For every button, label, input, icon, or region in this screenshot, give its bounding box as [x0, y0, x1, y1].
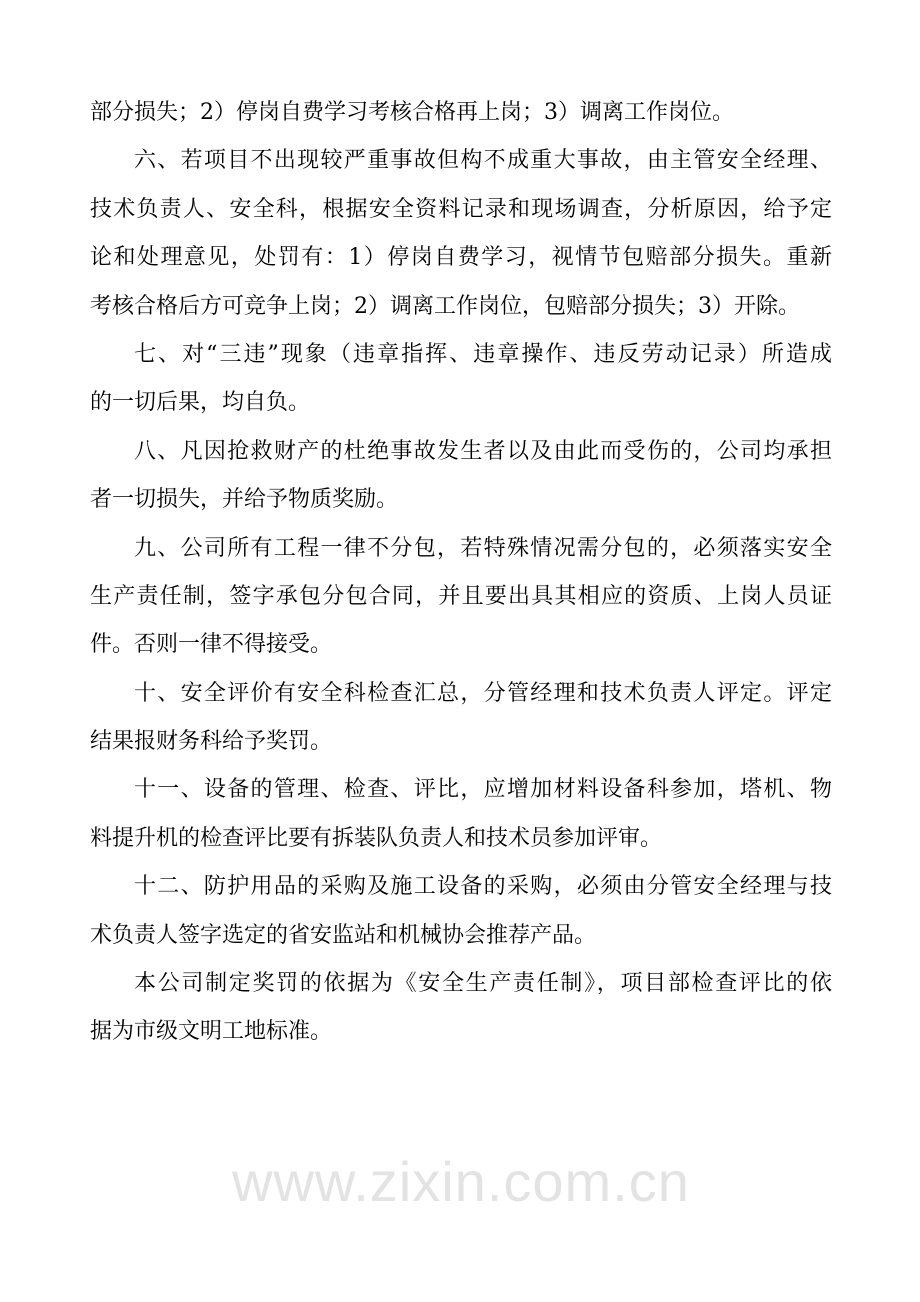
- paragraph: [90, 331, 832, 428]
- text-line: 九、公司所有工程一律不分包，若特殊情况需分包的，必须落实安全: [134, 535, 832, 561]
- text-line: 十、安全评价有安全科检查汇总，分管经理和技术负责人评定。评定: [134, 680, 832, 706]
- text-line: 论和处理意见，处罚有：1）停岗自费学习，视情节包赔部分损失。重新: [90, 245, 832, 271]
- document-body: [90, 89, 832, 1057]
- text-line: 件。否则一律不得接受。: [90, 632, 333, 658]
- watermark: www.zixin.com.cn: [232, 1150, 690, 1213]
- text-line: 十二、防护用品的采购及施工设备的采购，必须由分管安全经理与技: [134, 874, 832, 900]
- text-line: 结果报财务科给予奖罚。: [90, 729, 333, 755]
- paragraph: [90, 525, 832, 670]
- text-line: 据为市级文明工地标准。: [90, 1019, 333, 1045]
- text-line: 六、若项目不出现较严重事故但构不成重大事故，由主管安全经理、: [134, 148, 832, 174]
- text-line: 十一、设备的管理、检查、评比，应增加材料设备科参加，塔机、物: [134, 777, 832, 803]
- paragraph: [90, 670, 832, 767]
- text-line: 七、对“三违”现象（违章指挥、违章操作、违反劳动记录）所造成: [134, 341, 832, 367]
- text-line: 者一切损失，并给予物质奖励。: [90, 487, 399, 513]
- text-line: 部分损失；2）停岗自费学习考核合格再上岗；3）调离工作岗位。: [90, 100, 734, 125]
- text-line: 八、凡因抢救财产的杜绝事故发生者以及由此而受伤的，公司均承担: [134, 438, 832, 464]
- text-line: 的一切后果，均自负。: [90, 390, 311, 416]
- text-line: 考核合格后方可竞争上岗；2）调离工作岗位，包赔部分损失；3）开除。: [90, 293, 800, 319]
- text-line: 生产责任制，签字承包分包合同，并且要出具其相应的资质、上岗人员证: [90, 583, 832, 609]
- text-line: 技术负责人、安全科，根据安全资料记录和现场调查，分析原因，给予定: [90, 196, 832, 222]
- text-line: 术负责人签字选定的省安监站和机械协会推荐产品。: [90, 922, 597, 948]
- paragraph: [90, 863, 832, 960]
- paragraph: [90, 428, 832, 525]
- text-line: 本公司制定奖罚的依据为《安全生产责任制》，项目部检查评比的依: [134, 971, 832, 997]
- paragraph: [90, 137, 832, 331]
- paragraph: [90, 766, 832, 863]
- paragraph: [90, 960, 832, 1057]
- paragraph: [90, 89, 832, 137]
- text-line: 料提升机的检查评比要有拆装队负责人和技术员参加评审。: [90, 825, 663, 851]
